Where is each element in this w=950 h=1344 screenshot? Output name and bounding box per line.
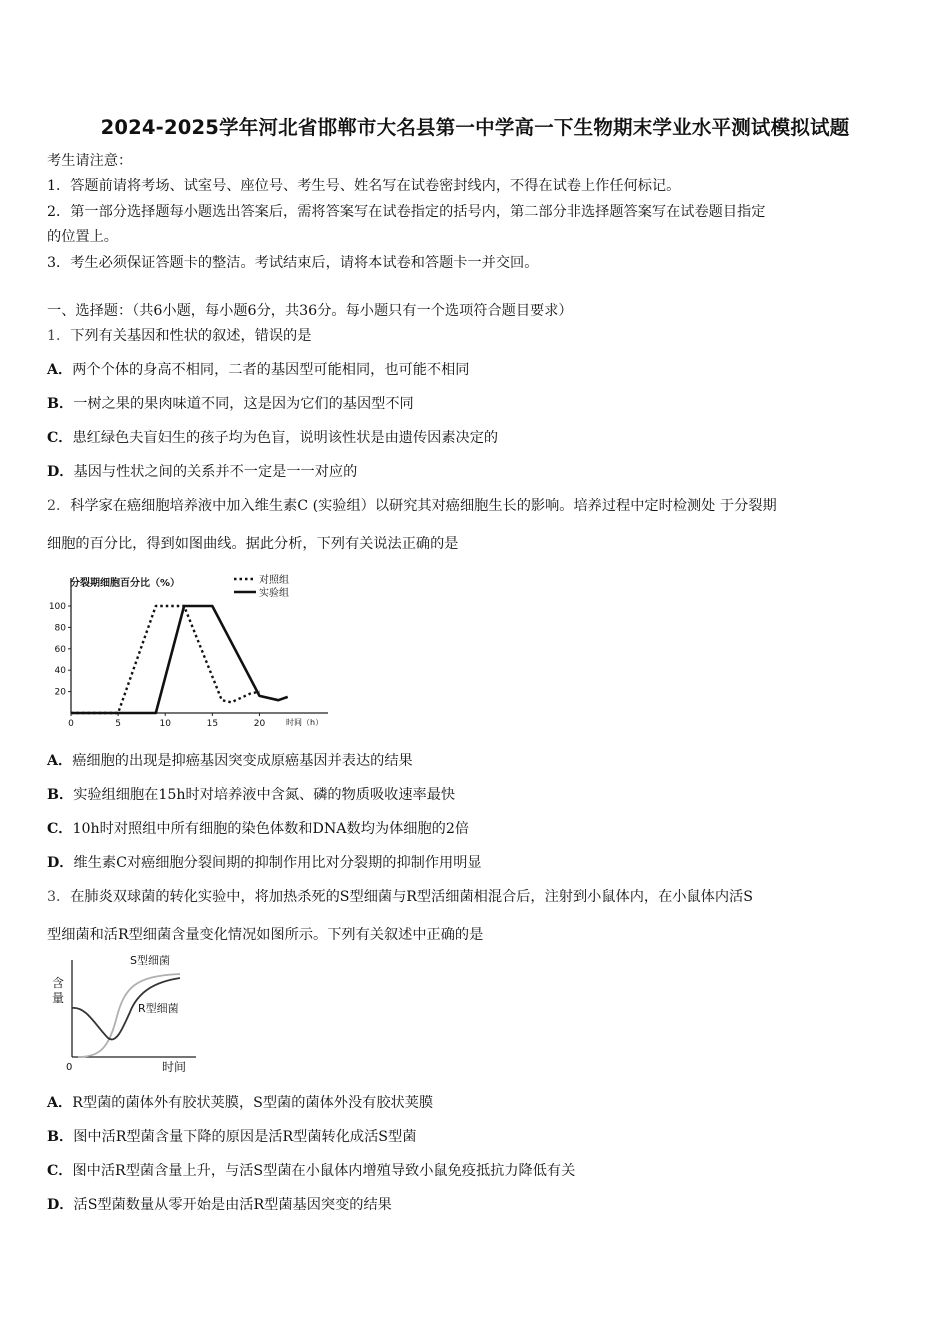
q3-option-d <box>47 1195 392 1215</box>
q2-option-a-text: 癌细胞的出现是抑癌基因突变成原癌基因并表达的结果 <box>72 753 413 769</box>
q1-option-b-text: 一树之果的果肉味道不同，这是因为它们的基因型不同 <box>73 396 414 412</box>
chart1-series-control <box>71 606 260 713</box>
chart2-legend-r: R型细菌 <box>138 1002 179 1015</box>
q3-option-d-letter: D． <box>47 1197 74 1213</box>
chart1-legend-label-experiment: 实验组 <box>259 588 289 599</box>
q3-option-c <box>47 1161 575 1181</box>
question-2-stem-line1 <box>47 496 777 516</box>
chart1-xtick-label: 10 <box>159 719 171 729</box>
q2-option-d-text: 维生素C对癌细胞分裂间期的抑制作用比对分裂期的抑制作用明显 <box>73 855 482 871</box>
q1-option-a <box>47 360 469 380</box>
section-heading: 一、选择题：（共6小题，每小题6分，共36分。每小题只有一个选项符合题目要求） <box>47 303 573 319</box>
q2-option-c-text: 10h时对照组中所有细胞的染色体数和DNA数均为体细胞的2倍 <box>72 821 470 837</box>
question-2-stem-line2: 细胞的百分比，得到如图曲线。据此分析，下列有关说法正确的是 <box>47 536 459 552</box>
question-3-number: 3． <box>47 889 71 905</box>
chart1-ytick-label: 80 <box>54 623 66 634</box>
q3-option-a-text: R型菌的菌体外有胶状荚膜，S型菌的菌体外没有胶状荚膜 <box>72 1095 434 1111</box>
chart2-xlabel: 时间 <box>162 1060 187 1074</box>
q1-option-c <box>47 428 498 448</box>
question-2-number: 2． <box>47 498 71 514</box>
chart1-xlabel: 时间（h） <box>286 718 324 727</box>
chart1-ytick-label: 40 <box>54 666 66 677</box>
q3-option-b <box>47 1127 416 1147</box>
q2-option-a <box>47 751 413 771</box>
q2-option-b-letter: B． <box>47 787 74 803</box>
chart1-xtick-label: 5 <box>115 719 121 729</box>
q1-option-a-letter: A． <box>47 362 73 378</box>
mitosis-percentage-chart <box>46 568 336 733</box>
question-1-text: 下列有关基因和性状的叙述，错误的是 <box>70 328 312 344</box>
notice-heading: 考生请注意： <box>47 153 133 169</box>
question-3-stem-line2: 型细菌和活R型细菌含量变化情况如图所示。下列有关叙述中正确的是 <box>47 927 484 943</box>
chart1-ytick-label: 100 <box>48 602 66 612</box>
chart1-ytick-label: 20 <box>54 687 66 698</box>
chart2-ylabel-1: 含 <box>52 976 65 990</box>
chart1-title: 分裂期细胞百分比（%） <box>70 578 181 589</box>
question-2-text-1: 科学家在癌细胞培养液中加入维生素C (实验组）以研究其对癌细胞生长的影响。培养过程中定时检测处 于分裂期 <box>70 498 777 514</box>
chart2-ylabel-2: 量 <box>52 991 65 1005</box>
q1-option-c-text: 患红绿色夫盲妇生的孩子均为色盲，说明该性状是由遗传因素决定的 <box>72 430 499 446</box>
q3-option-c-letter: C． <box>47 1163 73 1179</box>
chart1-xtick-label: 20 <box>253 719 266 729</box>
chart1-legend-label-control: 对照组 <box>259 575 289 586</box>
q2-option-c <box>47 819 469 839</box>
q2-option-a-letter: A． <box>47 753 73 769</box>
q2-option-b-text: 实验组细胞在15h时对培养液中含氮、磷的物质吸收速率最快 <box>73 787 456 803</box>
q3-option-a-letter: A． <box>47 1095 73 1111</box>
chart1-xtick-label: 0 <box>68 719 74 729</box>
question-1-stem <box>47 326 311 346</box>
question-3-stem-line1 <box>47 887 753 907</box>
q2-option-d-letter: D． <box>47 855 74 871</box>
bacteria-content-chart <box>46 950 206 1076</box>
q2-option-c-letter: C． <box>47 821 73 837</box>
q1-option-a-text: 两个个体的身高不相同，二者的基因型可能相同，也可能不相同 <box>72 362 470 378</box>
notice-item-2: 2．第一部分选择题每小题选出答案后，需将答案写在试卷指定的括号内，第二部分非选择题答案写在试卷题目指定 <box>47 204 766 220</box>
chart2-legend-s: S型细菌 <box>130 954 170 967</box>
q3-option-b-text: 图中活R型菌含量下降的原因是活R型菌转化成活S型菌 <box>73 1129 417 1145</box>
notice-item-3: 3．考生必须保证答题卡的整洁。考试结束后，请将本试卷和答题卡一并交回。 <box>47 255 539 271</box>
q1-option-d-text: 基因与性状之间的关系并不一定是一一对应的 <box>73 464 358 480</box>
q1-option-d-letter: D． <box>47 464 74 480</box>
q3-option-b-letter: B． <box>47 1129 74 1145</box>
q1-option-d <box>47 462 357 482</box>
chart2-origin: 0 <box>66 1062 73 1073</box>
question-3-text-1: 在肺炎双球菌的转化实验中，将加热杀死的S型细菌与R型活细菌相混合后，注射到小鼠体内，在小鼠体内活S <box>70 889 753 905</box>
q1-option-c-letter: C． <box>47 430 73 446</box>
q3-option-c-text: 图中活R型菌含量上升，与活S型菌在小鼠体内增殖导致小鼠免疫抵抗力降低有关 <box>72 1163 576 1179</box>
q2-option-d <box>47 853 482 873</box>
chart1-ytick-label: 60 <box>54 644 66 655</box>
q3-option-d-text: 活S型菌数量从零开始是由活R型菌基因突变的结果 <box>73 1197 392 1213</box>
q1-option-b <box>47 394 414 414</box>
q3-option-a <box>47 1093 433 1113</box>
notice-item-1: 1．答题前请将考场、试室号、座位号、考生号、姓名写在试卷密封线内，不得在试卷上作任何标记。 <box>47 178 681 194</box>
q1-option-b-letter: B． <box>47 396 74 412</box>
exam-title: 2024-2025学年河北省邯郸市大名县第一中学高一下生物期末学业水平测试模拟试题 <box>100 116 850 139</box>
chart1-xtick-label: 15 <box>206 719 219 729</box>
chart1-series-experiment <box>71 606 288 713</box>
notice-item-2-cont: 的位置上。 <box>47 229 118 245</box>
question-1-number: 1． <box>47 328 71 344</box>
q2-option-b <box>47 785 455 805</box>
